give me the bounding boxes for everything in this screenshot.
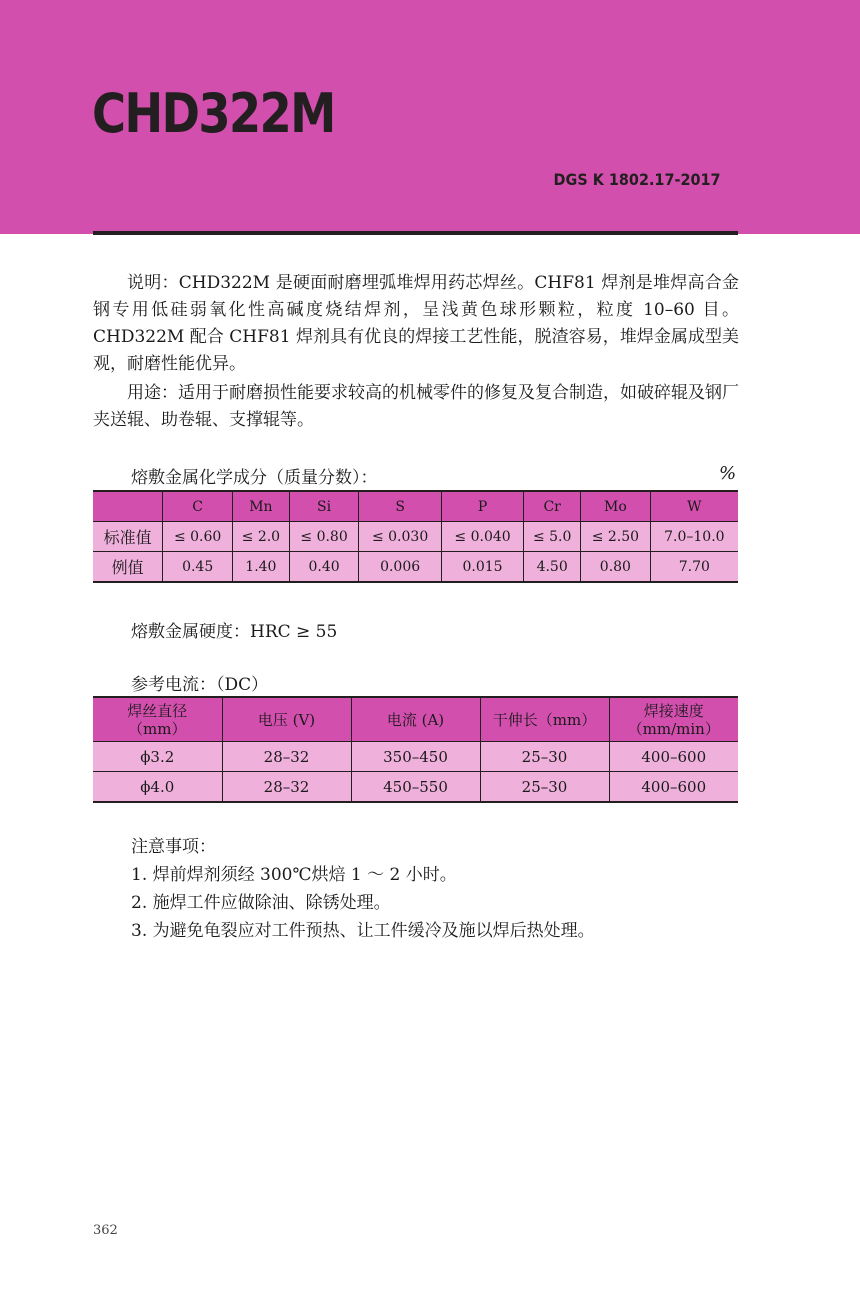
table-cell: 0.40 <box>289 552 359 583</box>
page-number: 362 <box>93 1223 118 1238</box>
note-item: 1. 焊前焊剂须经 300℃烘焙 1 ～ 2 小时。 <box>131 865 457 885</box>
table-cell: ≤ 0.60 <box>163 522 233 552</box>
hardness-value: HRC ≥ 55 <box>250 622 338 642</box>
table-cell: 例值 <box>93 552 163 583</box>
table-cell: 0.006 <box>359 552 441 583</box>
table-cell: ≤ 2.50 <box>581 522 651 552</box>
current-table <box>93 696 738 803</box>
note-item: 3. 为避免龟裂应对工件预热、让工件缓冷及施以焊后热处理。 <box>131 921 595 941</box>
table-cell: 标准值 <box>93 522 163 552</box>
hardness-label: 熔敷金属硬度： <box>131 622 250 642</box>
standard-code: DGS K 1802.17-2017 <box>554 170 721 189</box>
current-header-row <box>93 697 738 742</box>
table-cell: 0.80 <box>581 552 651 583</box>
chemistry-table <box>93 490 738 583</box>
notes-section <box>131 833 595 945</box>
table-cell: ≤ 0.040 <box>441 522 523 552</box>
table-row <box>93 772 738 803</box>
description-label: 说明： <box>127 273 179 293</box>
title-rule <box>93 231 738 235</box>
table-cell: ϕ4.0 <box>93 772 222 803</box>
table-header-cell: 电流 (A) <box>351 697 480 742</box>
chemistry-header-row <box>93 491 738 522</box>
table-cell: ≤ 0.80 <box>289 522 359 552</box>
table-header-cell: W <box>650 491 738 522</box>
table-cell: 350–450 <box>351 742 480 772</box>
table-cell: 4.50 <box>524 552 581 583</box>
description-text: CHD322M 是硬面耐磨埋弧堆焊用药芯焊丝。CHF81 焊剂是堆焊高合金钢专用低硅弱氧化性高碱度烧结焊剂，呈浅黄色球形颗粒，粒度 10–60 目。CHD322M 配合 CHF81 焊剂具有优良的焊接工艺性能，脱渣容易，堆焊金属成型美观，耐磨性能优异。 <box>93 273 739 374</box>
table-cell: 25–30 <box>480 772 609 803</box>
current-label: 参考电流： <box>131 675 216 695</box>
table-cell: 28–32 <box>222 742 351 772</box>
product-title: CHD322M <box>92 82 335 145</box>
chemistry-unit: % <box>719 463 737 484</box>
usage-paragraph <box>93 380 739 434</box>
table-cell: 400–600 <box>609 772 738 803</box>
header-line: （mm） <box>128 719 187 738</box>
header-line: 焊丝直径 <box>127 701 188 720</box>
current-line <box>131 670 268 695</box>
table-header-cell: Mn <box>232 491 289 522</box>
table-header-cell: P <box>441 491 523 522</box>
table-cell: 0.015 <box>441 552 523 583</box>
table-cell: ≤ 0.030 <box>359 522 441 552</box>
table-cell: ≤ 5.0 <box>524 522 581 552</box>
table-cell: 450–550 <box>351 772 480 803</box>
table-header-cell <box>93 491 163 522</box>
table-cell: ϕ3.2 <box>93 742 222 772</box>
description-paragraph <box>93 270 739 378</box>
header-line: 焊接速度 <box>643 701 704 720</box>
table-cell: 7.0–10.0 <box>650 522 738 552</box>
table-cell: 400–600 <box>609 742 738 772</box>
header-band <box>0 0 860 234</box>
notes-label: 注意事项： <box>131 837 216 857</box>
current-type: （DC） <box>216 675 269 695</box>
table-header-cell: 干伸长（mm） <box>480 697 609 742</box>
table-cell: ≤ 2.0 <box>232 522 289 552</box>
table-row <box>93 742 738 772</box>
chemistry-label: 熔敷金属化学成分（质量分数）： <box>131 468 378 488</box>
table-header-cell: Mo <box>581 491 651 522</box>
table-row <box>93 522 738 552</box>
table-cell: 28–32 <box>222 772 351 803</box>
usage-label: 用途： <box>127 383 178 403</box>
table-cell: 0.45 <box>163 552 233 583</box>
table-cell: 7.70 <box>650 552 738 583</box>
hardness-line <box>131 617 337 642</box>
table-header-cell: Cr <box>524 491 581 522</box>
table-cell: 1.40 <box>232 552 289 583</box>
table-header-cell: 电压 (V) <box>222 697 351 742</box>
table-header-cell <box>93 697 222 742</box>
header-line: （mm/min） <box>627 719 720 738</box>
table-cell: 25–30 <box>480 742 609 772</box>
usage-text: 适用于耐磨损性能要求较高的机械零件的修复及复合制造，如破碎辊及钢厂夹送辊、助卷辊、支撑辊等。 <box>93 383 739 430</box>
table-header-cell: S <box>359 491 441 522</box>
table-row <box>93 552 738 583</box>
note-item: 2. 施焊工件应做除油、除锈处理。 <box>131 893 391 913</box>
table-header-cell <box>609 697 738 742</box>
table-header-cell: C <box>163 491 233 522</box>
table-header-cell: Si <box>289 491 359 522</box>
